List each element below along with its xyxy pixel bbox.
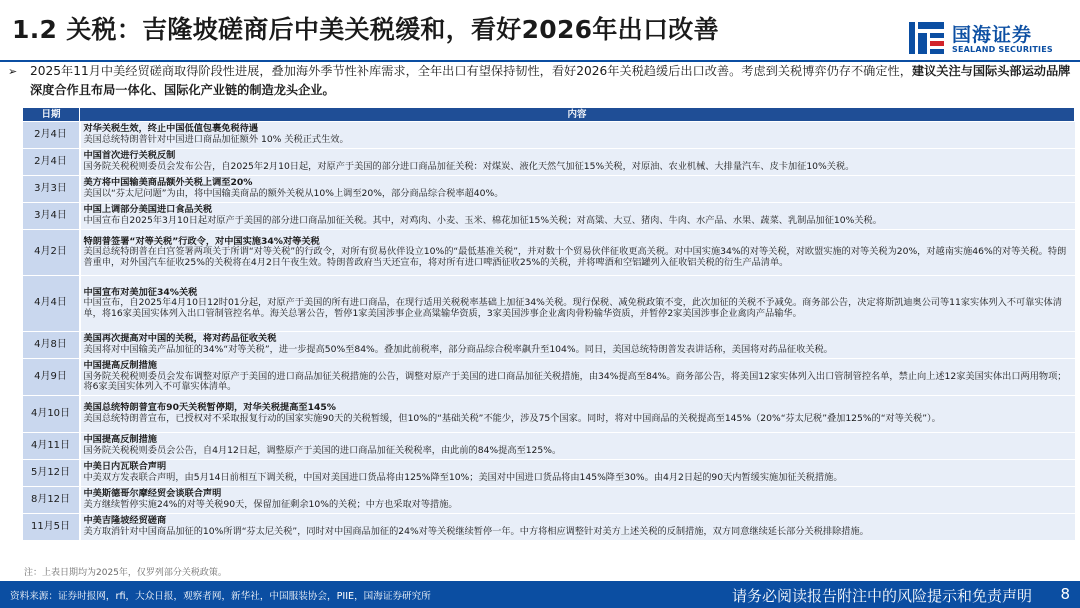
table-row: [23, 332, 1075, 359]
row-content: [80, 359, 1075, 396]
row-description: 中国宣布，自2025年4月10日12时01分起，对原产于美国的所有进口商品，在现行适用关税税率基础上加征34%关税。现行保税、减免税政策不变，此次加征的关税不予减免。商务部公告，决定将斯凯迪奥公司等11家实体列入不可靠实体清单，将16家美国实体列入出口管制管控名单。海关总署公告，暂停1家美国涉事企业高粱输华资质，3家美国涉事企业禽肉骨粉输华资质，并暂停2家美国涉事企业禽肉产品输华。: [83, 297, 1062, 319]
page-title: 1.2 关税：吉隆坡磋商后中美关税缓和，看好2026年出口改善: [12, 15, 719, 44]
row-headline: 中美吉隆坡经贸磋商: [83, 515, 167, 527]
table-row: [23, 230, 1075, 276]
row-content: [80, 230, 1075, 276]
row-content: [80, 460, 1075, 487]
row-content: [80, 149, 1075, 176]
row-content: [80, 332, 1075, 359]
row-description: 中国宣布自2025年3月10日起对原产于美国的部分进口商品加征关税。其中，对鸡肉、小麦、玉米、棉花加征15%关税；对高粱、大豆、猪肉、牛肉、水产品、水果、蔬菜、乳制品加征10%关税。: [83, 215, 882, 226]
row-headline: 美国再次提高对中国的关税，将对药品征收关税: [83, 333, 277, 345]
company-logo: [908, 20, 1068, 60]
page-number: 8: [1060, 585, 1070, 603]
row-headline: 对华关税生效，终止中国低值包裹免税待遇: [83, 123, 259, 135]
row-date: 3月4日: [23, 203, 80, 230]
row-date: 4月2日: [23, 230, 80, 276]
column-header-content: 内容: [80, 108, 1075, 122]
tariff-timeline-table: [22, 107, 1075, 541]
row-date: 2月4日: [23, 122, 80, 149]
row-description: 美方取消针对中国商品加征的10%所谓“芬太尼关税”，同时对中国商品加征的24%对等关税继续暂停一年。中方将相应调整针对美方上述关税的反制措施，双方同意继续延长部分关税排除措施。: [83, 526, 869, 537]
row-content: [80, 514, 1075, 541]
row-date: 4月4日: [23, 276, 80, 332]
table-row: [23, 359, 1075, 396]
row-content: [80, 487, 1075, 514]
table-row: [23, 203, 1075, 230]
row-description: 美国总统特朗普宣布，已授权对不采取报复行动的国家实施90天的关税暂缓，但10%的“基础关税”不能少，涉及75个国家。同时，将对中国商品的关税提高至145%（20%“芬太尼税”叠加125%的“对等关税”）。: [83, 413, 941, 424]
row-description: 国务院关税税则委员会发布公告，自2025年2月10日起，对原产于美国的部分进口商品加征关税：对煤炭、液化天然气加征15%关税，对原油、农业机械、大排量汽车、皮卡加征10%关税。: [83, 161, 855, 172]
row-headline: 中美日内瓦联合声明: [83, 461, 167, 473]
table-row: [23, 460, 1075, 487]
row-headline: 中美斯德哥尔摩经贸会谈联合声明: [83, 488, 222, 500]
table-row: [23, 396, 1075, 433]
row-content: [80, 433, 1075, 460]
row-date: 5月12日: [23, 460, 80, 487]
summary-text: [8, 62, 1074, 100]
row-date: 4月8日: [23, 332, 80, 359]
row-content: [80, 176, 1075, 203]
row-date: 4月11日: [23, 433, 80, 460]
logo-english-name: SEALAND SECURITIES: [952, 45, 1053, 54]
table-row: [23, 433, 1075, 460]
row-content: [80, 396, 1075, 433]
table-body: [23, 122, 1075, 541]
row-date: 8月12日: [23, 487, 80, 514]
row-headline: 中国首次进行关税反制: [83, 150, 176, 162]
row-description: 美国总统特朗普在白宫签署两项关于所谓“对等关税”的行政令，对所有贸易伙伴设立10%的“最低基准关税”，并对数十个贸易伙伴征收更高关税。对中国实施34%的对等关税，对欧盟实施的对等关税为20%，对越南实施46%的对等关税。特朗普重申，对外国汽车征收25%的关税将在4月2日午夜生效。特朗普政府当天还宣布，将对所有进口啤酒征收25%的关税，并将啤酒和空铝罐列入征收铝关税的衍生产品清单。: [83, 246, 1067, 268]
row-description: 中美双方发表联合声明，由5月14日前相互下调关税，中国对美国进口货品将由125%降至10%；美国对中国进口货品将由145%降至30%。由4月2日起的90天内暂缓实施加征关税措施。: [83, 472, 843, 483]
summary-plain: 2025年11月中美经贸磋商取得阶段性进展，叠加海外季节性补库需求，全年出口有望保持韧性，看好2026年关税趋缓后出口改善。考虑到关税博弈仍存不确定性，: [30, 64, 912, 78]
table-row: [23, 122, 1075, 149]
row-description: 美国将对中国输美产品加征的34%“对等关税”，进一步提高50%至84%。叠加此前税率，部分商品综合税率飙升至104%。同日，美国总统特朗普发表讲话称，美国将对药品征收关税。: [83, 344, 833, 355]
data-source: 资料来源：证券时报网，rfi，大众日报，观察者网，新华社，中国服装协会，PIIE，国海证券研究所: [10, 591, 431, 602]
column-header-date: 日期: [23, 108, 80, 122]
sealand-logo-icon: [908, 20, 946, 58]
row-headline: 美方将中国输美商品额外关税上调至20%: [83, 177, 253, 189]
table-row: [23, 514, 1075, 541]
row-date: 4月9日: [23, 359, 80, 396]
logo-chinese-name: 国海证券: [952, 24, 1033, 46]
table-row: [23, 176, 1075, 203]
row-date: 4月10日: [23, 396, 80, 433]
row-headline: 中国宣布对美加征34%关税: [83, 286, 198, 298]
table-note: 注：上表日期均为2025年，仅罗列部分关税政策。: [24, 568, 227, 578]
table-row: [23, 149, 1075, 176]
row-description: 美国总统特朗普针对中国进口商品加征额外 10% 关税正式生效。: [83, 134, 349, 145]
disclaimer: 请务必阅读报告附注中的风险提示和免责声明: [731, 587, 1032, 605]
row-headline: 美国总统特朗普宣布90天关税暂停期，对华关税提高至145%: [83, 402, 336, 414]
row-headline: 中国上调部分美国进口食品关税: [83, 204, 213, 216]
arrow-bullet-icon: ➢: [8, 65, 18, 78]
row-date: 3月3日: [23, 176, 80, 203]
row-description: 国务院关税税则委员会公告，自4月12日起，调整原产于美国的进口商品加征关税税率，由此前的84%提高至125%。: [83, 445, 562, 456]
row-headline: 中国提高反制措施: [83, 434, 157, 446]
row-headline: 中国提高反制措施: [83, 360, 157, 372]
row-description: 美国以“芬太尼问题”为由，将中国输美商品的额外关税从10%上调至20%，部分商品综合税率超40%。: [83, 188, 504, 199]
summary-bullet: [8, 62, 1074, 100]
table-row: [23, 487, 1075, 514]
row-content: [80, 203, 1075, 230]
row-description: 美方继续暂停实施24%的对等关税90天，保留加征剩余10%的关税；中方也采取对等措施。: [83, 499, 458, 510]
row-description: 国务院关税税则委员会发布调整对原产于美国的进口商品加征关税措施的公告，调整对原产于美国的进口商品加征关税措施，由34%提高至84%。商务部公告，将美国12家实体列入出口管制管控名单，禁止向上述12家美国实体出口两用物项；将6家美国实体列入不可靠实体清单。: [83, 370, 1067, 393]
footer-bar: [0, 581, 1080, 608]
table-row: [23, 276, 1075, 332]
row-date: 11月5日: [23, 514, 80, 541]
row-content: [80, 276, 1075, 332]
table-header-row: [23, 108, 1075, 122]
row-headline: 特朗普签署“对等关税”行政令，对中国实施34%对等关税: [83, 235, 320, 247]
summary-bold: 建议关注与国际头部运动品牌深度合作且布局一体化、国际化产业链的制造龙头企业。: [30, 64, 1071, 97]
row-date: 2月4日: [23, 149, 80, 176]
row-content: [80, 122, 1075, 149]
